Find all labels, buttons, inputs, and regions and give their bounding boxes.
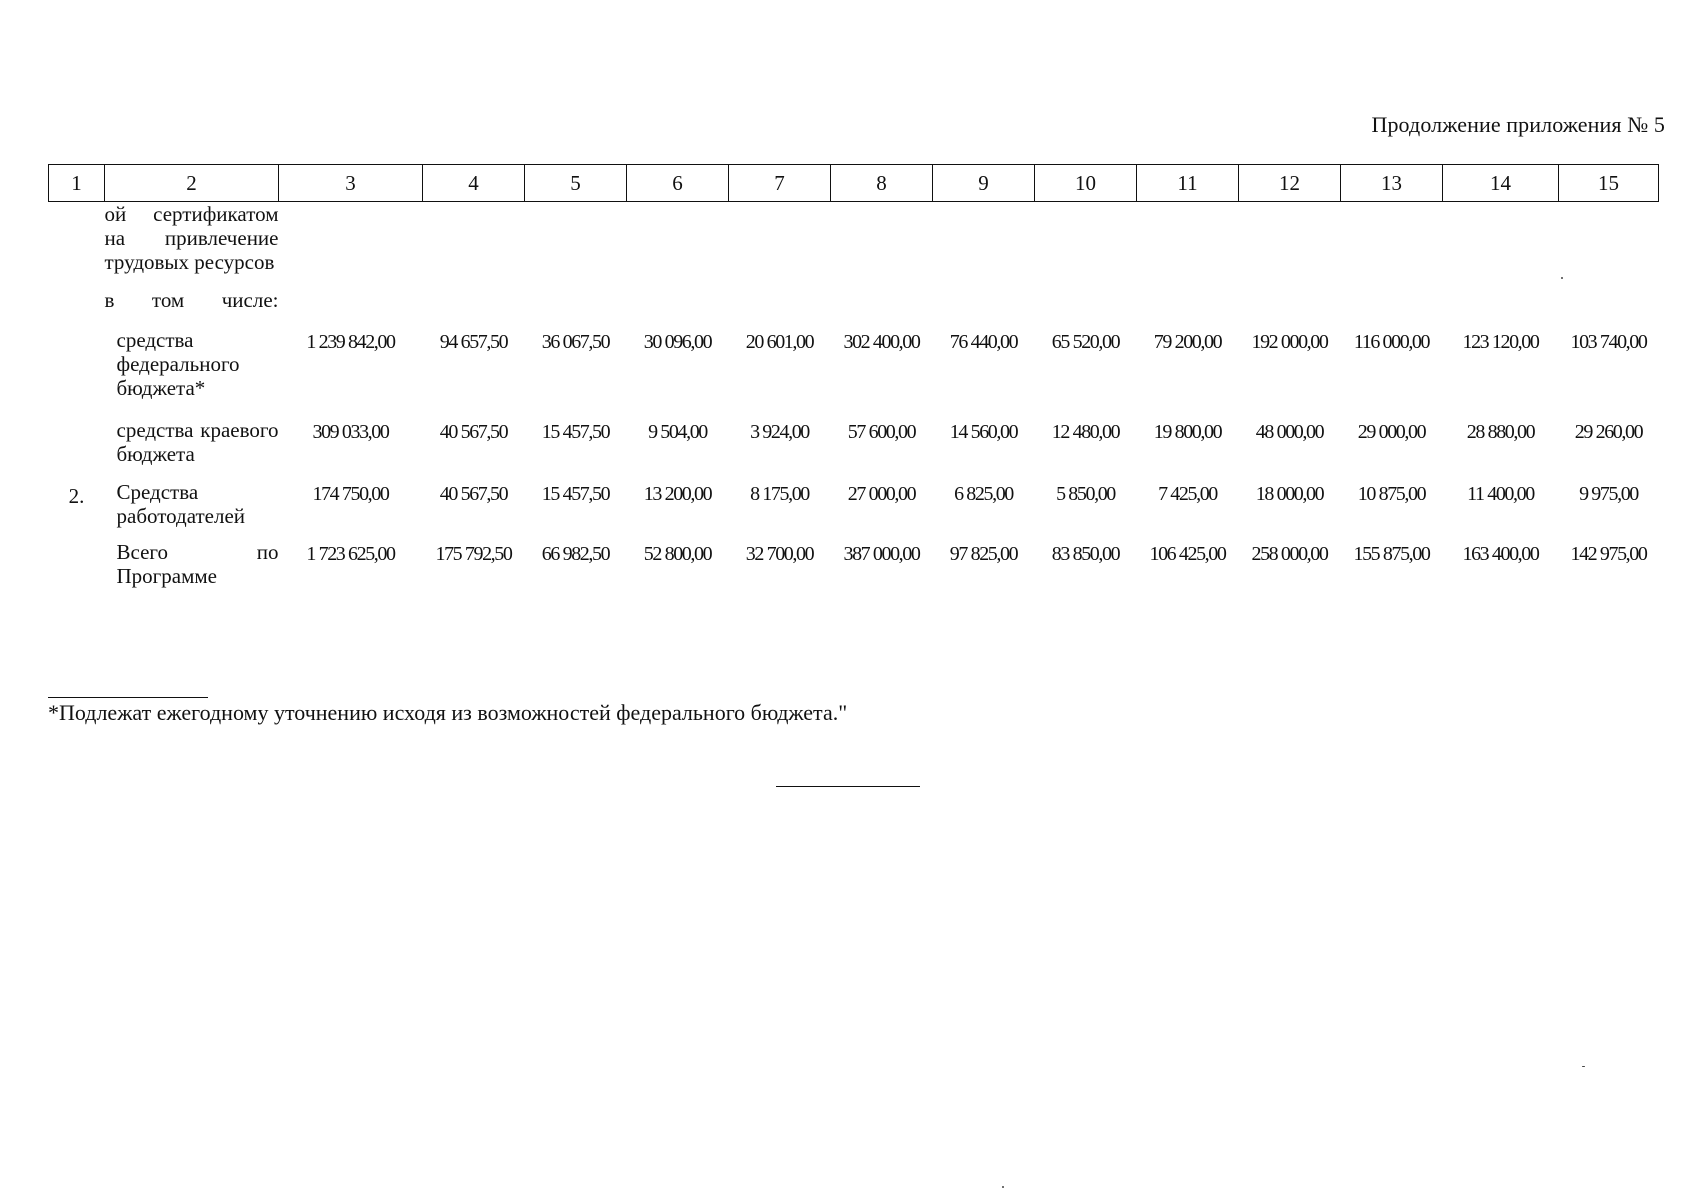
row-label-text: средства краевого бюджета bbox=[116, 418, 279, 466]
value-cell: 66 982,50 bbox=[541, 543, 610, 565]
value-cell bbox=[729, 288, 831, 328]
row-number bbox=[49, 328, 105, 418]
value-cell bbox=[1559, 288, 1659, 328]
value-cell: 123 120,00 bbox=[1462, 331, 1539, 353]
value-cell bbox=[1443, 202, 1559, 289]
appendix-continuation-header: Продолжение приложения № 5 bbox=[1371, 112, 1665, 137]
value-cell: 106 425,00 bbox=[1149, 543, 1226, 565]
value-cell bbox=[279, 202, 423, 289]
value-cell: 94 657,50 bbox=[439, 331, 508, 353]
value-cell: 7 425,00 bbox=[1158, 483, 1217, 505]
value-cell: 10 875,00 bbox=[1357, 483, 1426, 505]
value-cell: 20 601,00 bbox=[745, 331, 814, 353]
column-header: 5 bbox=[525, 165, 627, 202]
value-cell: 27 000,00 bbox=[847, 483, 916, 505]
row-label-text: ой сертификатом на привлечение трудовых ресурсов bbox=[104, 202, 279, 274]
column-header: 1 bbox=[49, 165, 105, 202]
value-cell bbox=[933, 202, 1035, 289]
value-cell: 15 457,50 bbox=[541, 421, 610, 443]
column-header: 4 bbox=[423, 165, 525, 202]
value-cell: 18 000,00 bbox=[1255, 483, 1324, 505]
value-cell: 36 067,50 bbox=[541, 331, 610, 353]
value-cell: 116 000,00 bbox=[1353, 331, 1430, 353]
row-number: 2. bbox=[68, 484, 85, 508]
value-cell bbox=[1035, 288, 1137, 328]
value-cell: 48 000,00 bbox=[1255, 421, 1324, 443]
column-number-row bbox=[49, 165, 1659, 202]
value-cell: 97 825,00 bbox=[949, 543, 1018, 565]
value-cell: 40 567,50 bbox=[439, 421, 508, 443]
value-cell: 3 924,00 bbox=[750, 421, 809, 443]
column-header: 9 bbox=[933, 165, 1035, 202]
row-label bbox=[105, 288, 279, 328]
row-label-text: средства федерального бюджета* bbox=[116, 328, 240, 400]
value-cell: 8 175,00 bbox=[750, 483, 809, 505]
value-cell: 309 033,00 bbox=[312, 421, 389, 443]
value-cell: 13 200,00 bbox=[643, 483, 712, 505]
value-cell: 1 239 842,00 bbox=[306, 331, 395, 353]
value-cell bbox=[525, 288, 627, 328]
value-cell: 32 700,00 bbox=[745, 543, 814, 565]
table-row bbox=[49, 418, 1659, 480]
value-cell: 40 567,50 bbox=[439, 483, 508, 505]
value-cell bbox=[1239, 202, 1341, 289]
table-body bbox=[49, 202, 1659, 589]
value-cell bbox=[1137, 288, 1239, 328]
value-cell: 302 400,00 bbox=[843, 331, 920, 353]
value-cell: 12 480,00 bbox=[1051, 421, 1120, 443]
value-cell bbox=[1035, 202, 1137, 289]
value-cell: 6 825,00 bbox=[954, 483, 1013, 505]
value-cell: 163 400,00 bbox=[1462, 543, 1539, 565]
value-cell: 9 504,00 bbox=[648, 421, 707, 443]
row-number bbox=[49, 540, 105, 588]
value-cell: 1 723 625,00 bbox=[306, 543, 395, 565]
footnote-divider bbox=[48, 697, 208, 698]
value-cell: 28 880,00 bbox=[1466, 421, 1535, 443]
table-row bbox=[49, 480, 1659, 540]
value-cell bbox=[831, 288, 933, 328]
row-label bbox=[105, 540, 279, 588]
value-cell: 14 560,00 bbox=[949, 421, 1018, 443]
row-label bbox=[105, 202, 279, 289]
column-header: 15 bbox=[1559, 165, 1659, 202]
column-header: 3 bbox=[279, 165, 423, 202]
table-row bbox=[49, 288, 1659, 328]
row-label-text: в том числе: bbox=[104, 288, 279, 312]
value-cell: 57 600,00 bbox=[847, 421, 916, 443]
row-label bbox=[105, 480, 279, 540]
value-cell: 65 520,00 bbox=[1051, 331, 1120, 353]
value-cell bbox=[1443, 288, 1559, 328]
table-row bbox=[49, 202, 1659, 289]
value-cell bbox=[933, 288, 1035, 328]
scan-speck bbox=[1582, 1066, 1585, 1067]
value-cell: 15 457,50 bbox=[541, 483, 610, 505]
table-header bbox=[49, 165, 1659, 202]
value-cell: 103 740,00 bbox=[1570, 331, 1647, 353]
value-cell: 29 000,00 bbox=[1357, 421, 1426, 443]
value-cell: 192 000,00 bbox=[1251, 331, 1328, 353]
value-cell bbox=[423, 202, 525, 289]
scan-speck bbox=[1002, 1186, 1004, 1188]
row-number bbox=[49, 418, 105, 480]
value-cell bbox=[1137, 202, 1239, 289]
value-cell: 76 440,00 bbox=[949, 331, 1018, 353]
row-label-text: Средства работодателей bbox=[116, 480, 246, 528]
value-cell bbox=[1239, 288, 1341, 328]
end-of-document-rule bbox=[776, 786, 920, 787]
value-cell bbox=[423, 288, 525, 328]
value-cell bbox=[1341, 202, 1443, 289]
value-cell: 387 000,00 bbox=[843, 543, 920, 565]
value-cell: 5 850,00 bbox=[1056, 483, 1115, 505]
row-number bbox=[49, 288, 105, 328]
value-cell bbox=[1559, 202, 1659, 289]
value-cell: 29 260,00 bbox=[1574, 421, 1643, 443]
value-cell: 258 000,00 bbox=[1251, 543, 1328, 565]
column-header: 6 bbox=[627, 165, 729, 202]
value-cell bbox=[525, 202, 627, 289]
column-header: 13 bbox=[1341, 165, 1443, 202]
budget-table bbox=[48, 164, 1659, 588]
column-header: 14 bbox=[1443, 165, 1559, 202]
column-header: 10 bbox=[1035, 165, 1137, 202]
column-header: 8 bbox=[831, 165, 933, 202]
value-cell: 79 200,00 bbox=[1153, 331, 1222, 353]
value-cell: 9 975,00 bbox=[1579, 483, 1638, 505]
footnote-text: *Подлежат ежегодному уточнению исходя из возможностей федерального бюджета." bbox=[48, 700, 848, 725]
value-cell bbox=[831, 202, 933, 289]
value-cell: 142 975,00 bbox=[1570, 543, 1647, 565]
value-cell bbox=[627, 288, 729, 328]
row-label bbox=[105, 418, 279, 480]
value-cell: 174 750,00 bbox=[312, 483, 389, 505]
value-cell: 19 800,00 bbox=[1153, 421, 1222, 443]
table-row bbox=[49, 328, 1659, 418]
value-cell: 52 800,00 bbox=[643, 543, 712, 565]
column-header: 2 bbox=[105, 165, 279, 202]
column-header: 7 bbox=[729, 165, 831, 202]
value-cell: 11 400,00 bbox=[1467, 483, 1534, 505]
scan-speck bbox=[1561, 277, 1563, 279]
row-label-text: Всего по Программе bbox=[116, 540, 279, 588]
value-cell: 30 096,00 bbox=[643, 331, 712, 353]
table-row-total bbox=[49, 540, 1659, 588]
value-cell bbox=[1341, 288, 1443, 328]
row-label bbox=[105, 328, 279, 418]
value-cell: 175 792,50 bbox=[435, 543, 512, 565]
value-cell: 83 850,00 bbox=[1051, 543, 1120, 565]
row-number bbox=[49, 202, 105, 289]
value-cell bbox=[627, 202, 729, 289]
column-header: 11 bbox=[1137, 165, 1239, 202]
value-cell bbox=[729, 202, 831, 289]
value-cell bbox=[279, 288, 423, 328]
value-cell: 155 875,00 bbox=[1353, 543, 1430, 565]
column-header: 12 bbox=[1239, 165, 1341, 202]
